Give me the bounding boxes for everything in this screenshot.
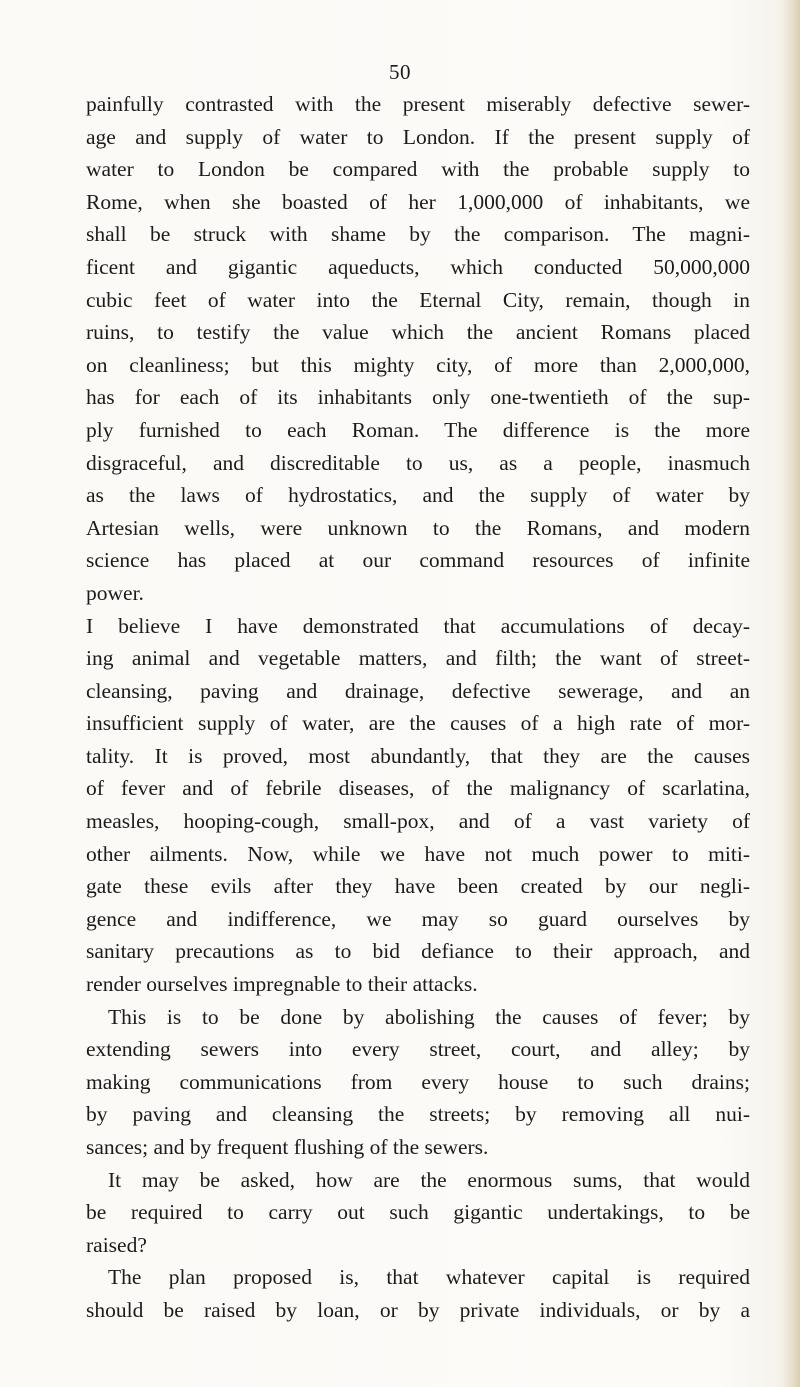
text-line: sanitary precautions as to bid defiance to their approach, and xyxy=(86,939,750,964)
text-line: Rome, when she boasted of her 1,000,000 of inhabitants, we xyxy=(86,189,750,214)
text-line: cleansing, paving and drainage, defective sewerage, and an xyxy=(86,678,750,703)
text-line: painfully contrasted with the present miserably defective sewer- xyxy=(86,92,750,116)
text-line: extending sewers into every street, court, and alley; by xyxy=(86,1037,750,1062)
text-line: It may be asked, how are the enormous sums, that would xyxy=(108,1167,750,1192)
text-line: Artesian wells, were unknown to the Romans, and modern xyxy=(86,515,750,540)
text-line: render ourselves impregnable to their attacks. xyxy=(86,972,478,997)
text-line: raised? xyxy=(86,1232,147,1257)
text-line: tality. It is proved, most abundantly, that they are the causes xyxy=(86,743,750,768)
body-text xyxy=(86,88,750,1327)
text-line: shall be struck with shame by the comparison. The magni- xyxy=(86,222,750,247)
text-line: should be raised by loan, or by private individuals, or by a xyxy=(86,1297,750,1322)
page-number: 50 xyxy=(389,60,411,84)
text-line: gate these evils after they have been created by our negli- xyxy=(86,874,750,899)
text-line: of fever and of febrile diseases, of the malignancy of scarlatina, xyxy=(86,776,750,801)
text-line: by paving and cleansing the streets; by removing all nui- xyxy=(86,1102,750,1127)
text-line: be required to carry out such gigantic undertakings, to be xyxy=(86,1200,750,1225)
text-line: sances; and by frequent flushing of the sewers. xyxy=(86,1135,489,1159)
text-line: ruins, to testify the value which the ancient Romans placed xyxy=(86,320,750,345)
text-line: I believe I have demonstrated that accumulations of decay- xyxy=(86,613,750,638)
text-line: measles, hooping-cough, small-pox, and of a vast variety of xyxy=(86,809,750,834)
text-line: The plan proposed is, that whatever capital is required xyxy=(108,1265,750,1290)
text-line: ing animal and vegetable matters, and filth; the want of street- xyxy=(86,646,750,671)
text-line: has for each of its inhabitants only one-twentieth of the sup- xyxy=(86,385,750,410)
text-line: gence and indifference, we may so guard ourselves by xyxy=(86,906,750,931)
text-line: as the laws of hydrostatics, and the supply of water by xyxy=(86,483,750,508)
text-line: power. xyxy=(86,580,144,605)
text-line: disgraceful, and discreditable to us, as a people, inasmuch xyxy=(86,450,750,475)
text-line: water to London be compared with the probable supply to xyxy=(86,157,750,182)
text-line: on cleanliness; but this mighty city, of more than 2,000,000, xyxy=(86,352,750,377)
text-line: science has placed at our command resources of infinite xyxy=(86,548,750,573)
text-line: cubic feet of water into the Eternal City, remain, though in xyxy=(86,287,750,312)
text-line: ficent and gigantic aqueducts, which conducted 50,000,000 xyxy=(86,254,750,279)
text-line: other ailments. Now, while we have not much power to miti- xyxy=(86,841,750,866)
text-line: age and supply of water to London. If the present supply of xyxy=(86,124,750,149)
text-line: insufficient supply of water, are the causes of a high rate of mor- xyxy=(86,711,750,736)
text-line: ply furnished to each Roman. The difference is the more xyxy=(86,417,750,442)
text-line: This is to be done by abolishing the causes of fever; by xyxy=(108,1004,750,1029)
page-edge-shadow xyxy=(782,0,800,1387)
text-line: making communications from every house to such drains; xyxy=(86,1069,750,1094)
